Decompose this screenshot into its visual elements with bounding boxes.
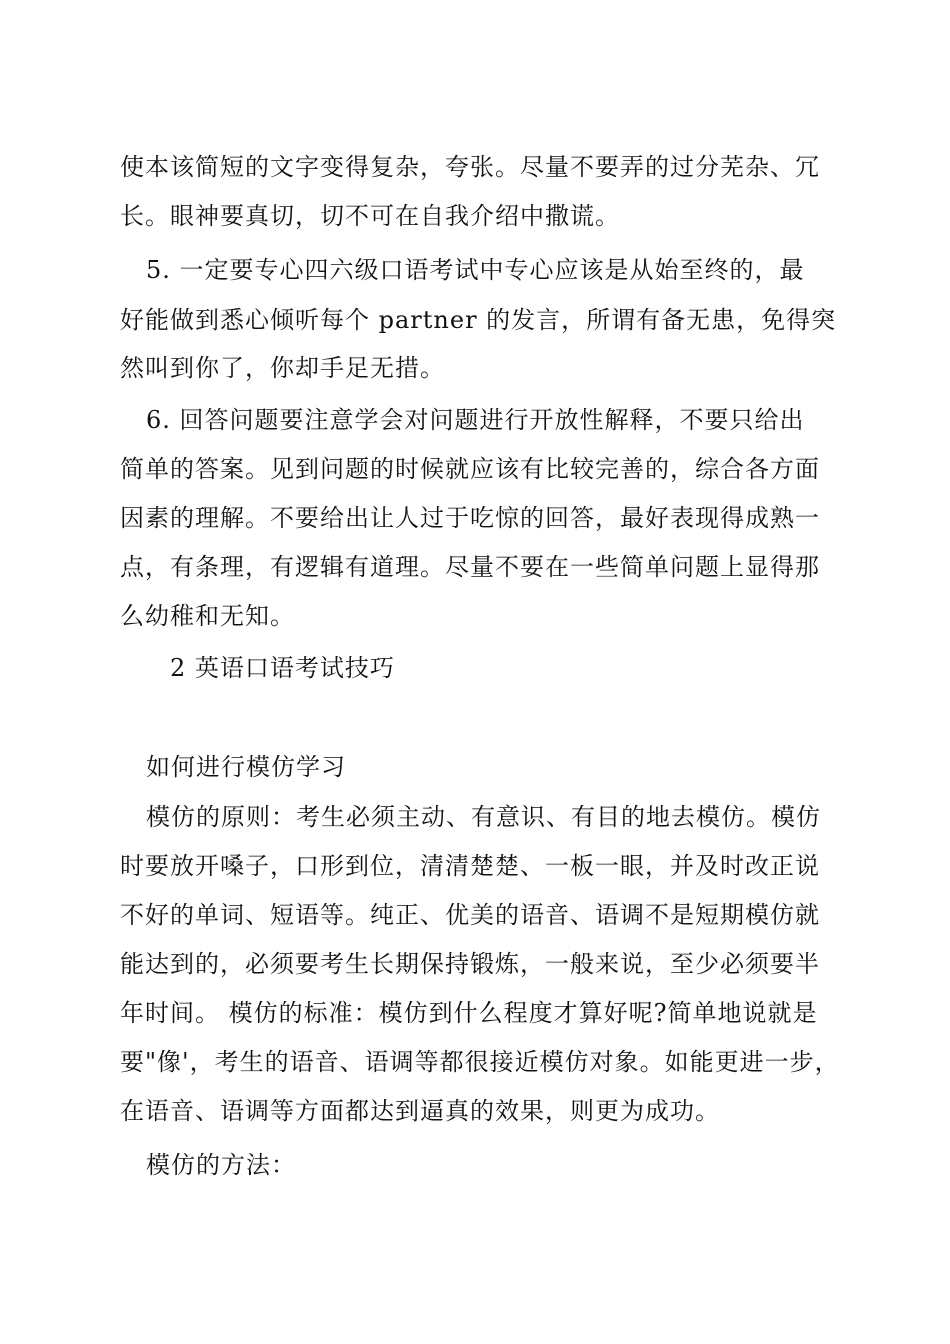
text-line: 么幼稚和无知。 — [120, 602, 295, 630]
text-line: 模仿的原则：考生必须主动、有意识、有目的地去模仿。模仿 — [146, 803, 821, 831]
method-label: 模仿的方法： — [146, 1151, 296, 1179]
text-line: 因素的理解。不要给出让人过于吃惊的回答，最好表现得成熟一 — [120, 504, 820, 532]
text-line: 简单的答案。见到问题的时候就应该有比较完善的，综合各方面 — [120, 455, 820, 483]
text-line: 然叫到你了，你却手足无措。 — [120, 354, 445, 382]
section-heading: 2 英语口语考试技巧 — [170, 654, 395, 682]
text-line: 时要放开嗓子，口形到位，清清楚楚、一板一眼，并及时改正说 — [120, 852, 820, 880]
list-item-6: 6. 回答问题要注意学会对问题进行开放性解释，不要只给出 — [146, 406, 805, 434]
text-line: 能达到的，必须要考生长期保持锻炼，一般来说，至少必须要半 — [120, 950, 820, 978]
text-line: 点，有条理，有逻辑有道理。尽量不要在一些简单问题上显得那 — [120, 553, 820, 581]
text-line: 使本该简短的文字变得复杂，夸张。尽量不要弄的过分芜杂、冗 — [120, 153, 820, 181]
list-item-5: 5. 一定要专心四六级口语考试中专心应该是从始至终的，最 — [146, 256, 805, 284]
text-line: 要"像'，考生的语音、语调等都很接近模仿对象。如能更进一步， — [120, 1048, 840, 1076]
text-line: 年时间。 模仿的标准：模仿到什么程度才算好呢?简单地说就是 — [120, 999, 818, 1027]
text-line: 好能做到悉心倾听每个 partner 的发言，所谓有备无患，免得突 — [120, 306, 837, 334]
subheading: 如何进行模仿学习 — [146, 753, 346, 781]
text-line: 不好的单词、短语等。纯正、优美的语音、语调不是短期模仿就 — [120, 901, 820, 929]
text-line: 在语音、语调等方面都达到逼真的效果，则更为成功。 — [120, 1097, 720, 1125]
text-line: 长。眼神要真切，切不可在自我介绍中撒谎。 — [120, 202, 620, 230]
